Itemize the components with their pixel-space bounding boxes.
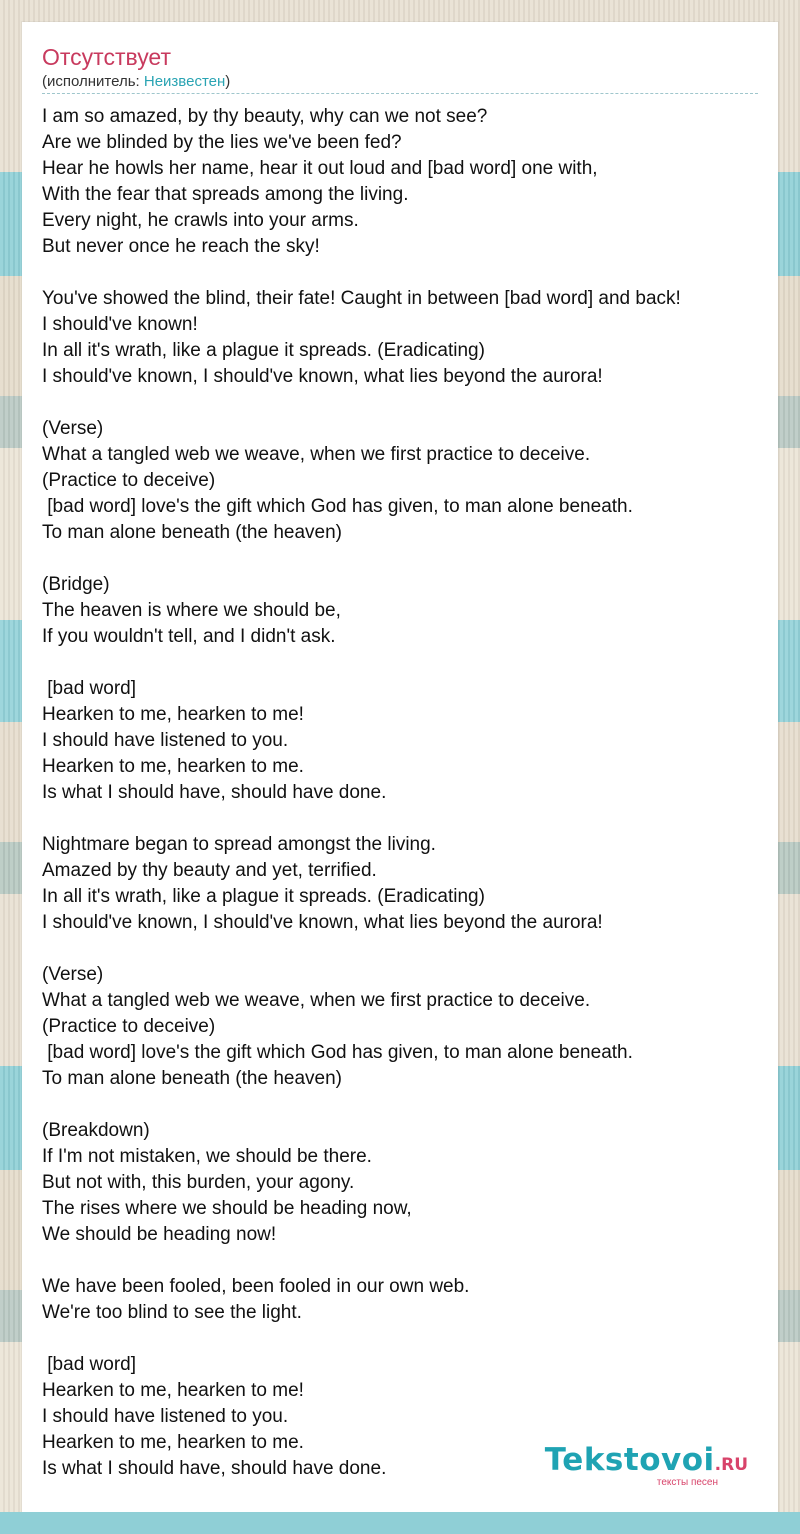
lyric-blank-line	[42, 260, 758, 286]
artist-suffix: )	[225, 73, 231, 90]
lyric-line: To man alone beneath (the heaven)	[42, 1068, 342, 1089]
lyric-line: In all it's wrath, like a plague it spreads. (Eradicating)	[42, 886, 485, 907]
lyric-line: I should have listened to you.	[42, 730, 289, 751]
lyric-line: The heaven is where we should be,	[42, 600, 341, 621]
lyric-blank-line	[42, 1326, 758, 1352]
lyric-line: You've showed the blind, their fate! Caught in between [bad word] and back!	[42, 288, 681, 309]
lyric-line: If you wouldn't tell, and I didn't ask.	[42, 626, 336, 647]
lyric-line: Hearken to me, hearken to me.	[42, 756, 304, 777]
lyrics-card	[22, 22, 778, 1512]
lyric-line: (Verse)	[42, 418, 104, 439]
lyric-line: (Practice to deceive)	[42, 470, 216, 491]
lyric-line: (Practice to deceive)	[42, 1016, 216, 1037]
artist-prefix: (исполнитель:	[42, 73, 144, 90]
logo-tld: .RU	[714, 1455, 748, 1475]
lyric-line: In all it's wrath, like a plague it spreads. (Eradicating)	[42, 340, 485, 361]
lyric-line: Hear he howls her name, hear it out loud and [bad word] one with,	[42, 158, 598, 179]
lyric-line: To man alone beneath (the heaven)	[42, 522, 342, 543]
lyric-line: We should be heading now!	[42, 1224, 277, 1245]
artist-line	[42, 73, 758, 94]
lyric-line: [bad word] love's the gift which God has given, to man alone beneath.	[42, 1042, 633, 1063]
lyric-line: What a tangled web we weave, when we first practice to deceive.	[42, 444, 591, 465]
lyric-line: Every night, he crawls into your arms.	[42, 210, 359, 231]
lyrics-text	[42, 104, 758, 1482]
lyric-line: [bad word]	[42, 678, 136, 699]
lyric-line: Amazed by thy beauty and yet, terrified.	[42, 860, 377, 881]
lyric-blank-line	[42, 650, 758, 676]
logo-wordmark	[545, 1444, 748, 1481]
lyric-blank-line	[42, 806, 758, 832]
lyric-line: Are we blinded by the lies we've been fed?	[42, 132, 402, 153]
lyric-line: With the fear that spreads among the living.	[42, 184, 409, 205]
lyric-line: [bad word] love's the gift which God has given, to man alone beneath.	[42, 496, 633, 517]
lyric-line: I should've known, I should've known, what lies beyond the aurora!	[42, 912, 603, 933]
lyric-line: (Bridge)	[42, 574, 110, 595]
lyric-blank-line	[42, 390, 758, 416]
lyric-blank-line	[42, 1248, 758, 1274]
lyric-line: I should have listened to you.	[42, 1406, 289, 1427]
lyric-line: But not with, this burden, your agony.	[42, 1172, 355, 1193]
lyric-line: (Breakdown)	[42, 1120, 150, 1141]
site-logo[interactable]	[545, 1444, 748, 1488]
lyric-line: I should've known, I should've known, what lies beyond the aurora!	[42, 366, 603, 387]
logo-name: Tekstovoi	[544, 1442, 715, 1478]
logo-tagline: тексты песен	[656, 1477, 718, 1488]
lyric-line: We're too blind to see the light.	[42, 1302, 302, 1323]
lyric-line: What a tangled web we weave, when we first practice to deceive.	[42, 990, 591, 1011]
bottom-stripe	[0, 1512, 800, 1534]
lyric-line: Hearken to me, hearken to me!	[42, 1380, 304, 1401]
lyric-line: Is what I should have, should have done.	[42, 782, 387, 803]
lyric-line: I am so amazed, by thy beauty, why can we not see?	[42, 106, 488, 127]
lyric-blank-line	[42, 546, 758, 572]
lyric-line: We have been fooled, been fooled in our own web.	[42, 1276, 470, 1297]
lyric-line: [bad word]	[42, 1354, 136, 1375]
lyric-line: Hearken to me, hearken to me!	[42, 704, 304, 725]
song-title: Отсутствует	[42, 44, 171, 70]
lyric-line: The rises where we should be heading now,	[42, 1198, 412, 1219]
lyric-line: Hearken to me, hearken to me.	[42, 1432, 304, 1453]
lyric-line: Nightmare began to spread amongst the living.	[42, 834, 436, 855]
artist-link[interactable]: Неизвестен	[143, 73, 226, 90]
lyric-blank-line	[42, 1092, 758, 1118]
lyric-blank-line	[42, 936, 758, 962]
lyric-line: Is what I should have, should have done.	[42, 1458, 387, 1479]
lyric-line: (Verse)	[42, 964, 104, 985]
lyric-line: I should've known!	[42, 314, 198, 335]
lyric-line: But never once he reach the sky!	[42, 236, 320, 257]
lyric-line: If I'm not mistaken, we should be there.	[42, 1146, 372, 1167]
